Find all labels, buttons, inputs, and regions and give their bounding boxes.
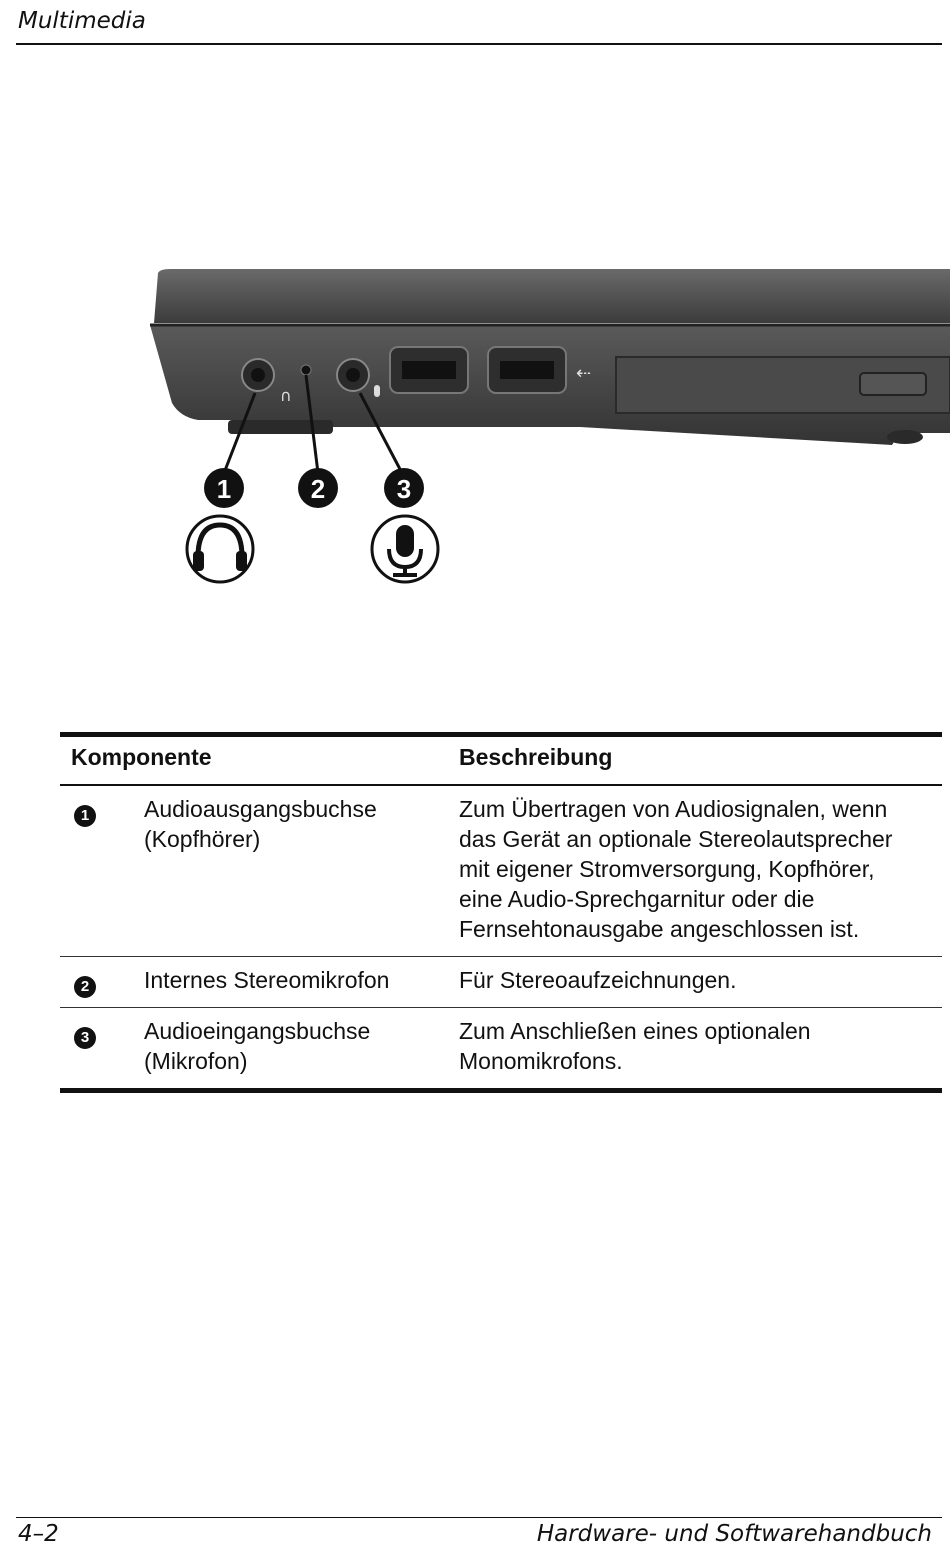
running-header-title: Multimedia: [18, 8, 146, 34]
svg-text:3: 3: [396, 474, 412, 504]
component-name-cell: [144, 1008, 459, 1091]
callout-1: [204, 468, 244, 508]
row-callout-1: 1: [74, 805, 96, 827]
component-name-cell: [144, 785, 459, 957]
row-number-cell: [60, 785, 144, 957]
description-cell: [459, 785, 942, 957]
description-line: Für Stereoaufzeichnungen.: [459, 967, 737, 993]
component-name-line: (Mikrofon): [144, 1048, 248, 1074]
row-number-cell: [60, 957, 144, 1008]
description-line: eine Audio-Sprechgarnitur oder die: [459, 886, 815, 912]
row-callout-2: 2: [74, 976, 96, 998]
book-title: Hardware- und Softwarehandbuch: [536, 1521, 932, 1547]
callout-3: [384, 468, 424, 508]
usb-symbol-icon: ⇠: [576, 363, 592, 384]
laptop-side-illustration: [140, 255, 950, 600]
component-table: [60, 732, 942, 1093]
table-header-row: [60, 735, 942, 786]
description-line: mit eigener Stromversorgung, Kopfhörer,: [459, 856, 875, 882]
rubber-foot-right: [887, 430, 923, 444]
description-line: Monomikrofons.: [459, 1048, 623, 1074]
table-row: [60, 957, 942, 1008]
component-name-line: Audioausgangsbuchse: [144, 796, 377, 822]
component-name-line: Audioeingangsbuchse: [144, 1018, 371, 1044]
row-number-cell: [60, 1008, 144, 1091]
row-callout-3: 3: [74, 1027, 96, 1049]
callout-2: [298, 468, 338, 508]
laptop-lid: [154, 269, 950, 323]
description-line: das Gerät an optionale Stereolautsprecher: [459, 826, 893, 852]
header-rule: [16, 43, 942, 45]
description-line: Zum Übertragen von Audiosignalen, wenn: [459, 796, 888, 822]
footer-rule: [16, 1517, 942, 1518]
internal-mic-hole: [301, 365, 311, 375]
component-name-line: (Kopfhörer): [144, 826, 261, 852]
svg-text:1: 1: [216, 474, 232, 504]
headphone-glyph-icon: ∩: [280, 386, 292, 405]
microphone-glyph-icon: [374, 385, 380, 397]
microphone-icon: [372, 516, 438, 582]
description-cell: [459, 1008, 942, 1091]
header-component: Komponente: [60, 735, 459, 786]
component-name-line: Internes Stereomikrofon: [144, 967, 390, 993]
svg-text:2: 2: [310, 474, 326, 504]
table-row: [60, 785, 942, 957]
description-cell: [459, 957, 942, 1008]
component-name-cell: [144, 957, 459, 1008]
page-number: 4–2: [18, 1521, 59, 1547]
header-description: Beschreibung: [459, 735, 942, 786]
description-line: Zum Anschließen eines optionalen: [459, 1018, 811, 1044]
headphones-icon: [187, 516, 253, 582]
table-row: [60, 1008, 942, 1091]
description-line: Fernsehtonausgabe angeschlossen ist.: [459, 916, 860, 942]
